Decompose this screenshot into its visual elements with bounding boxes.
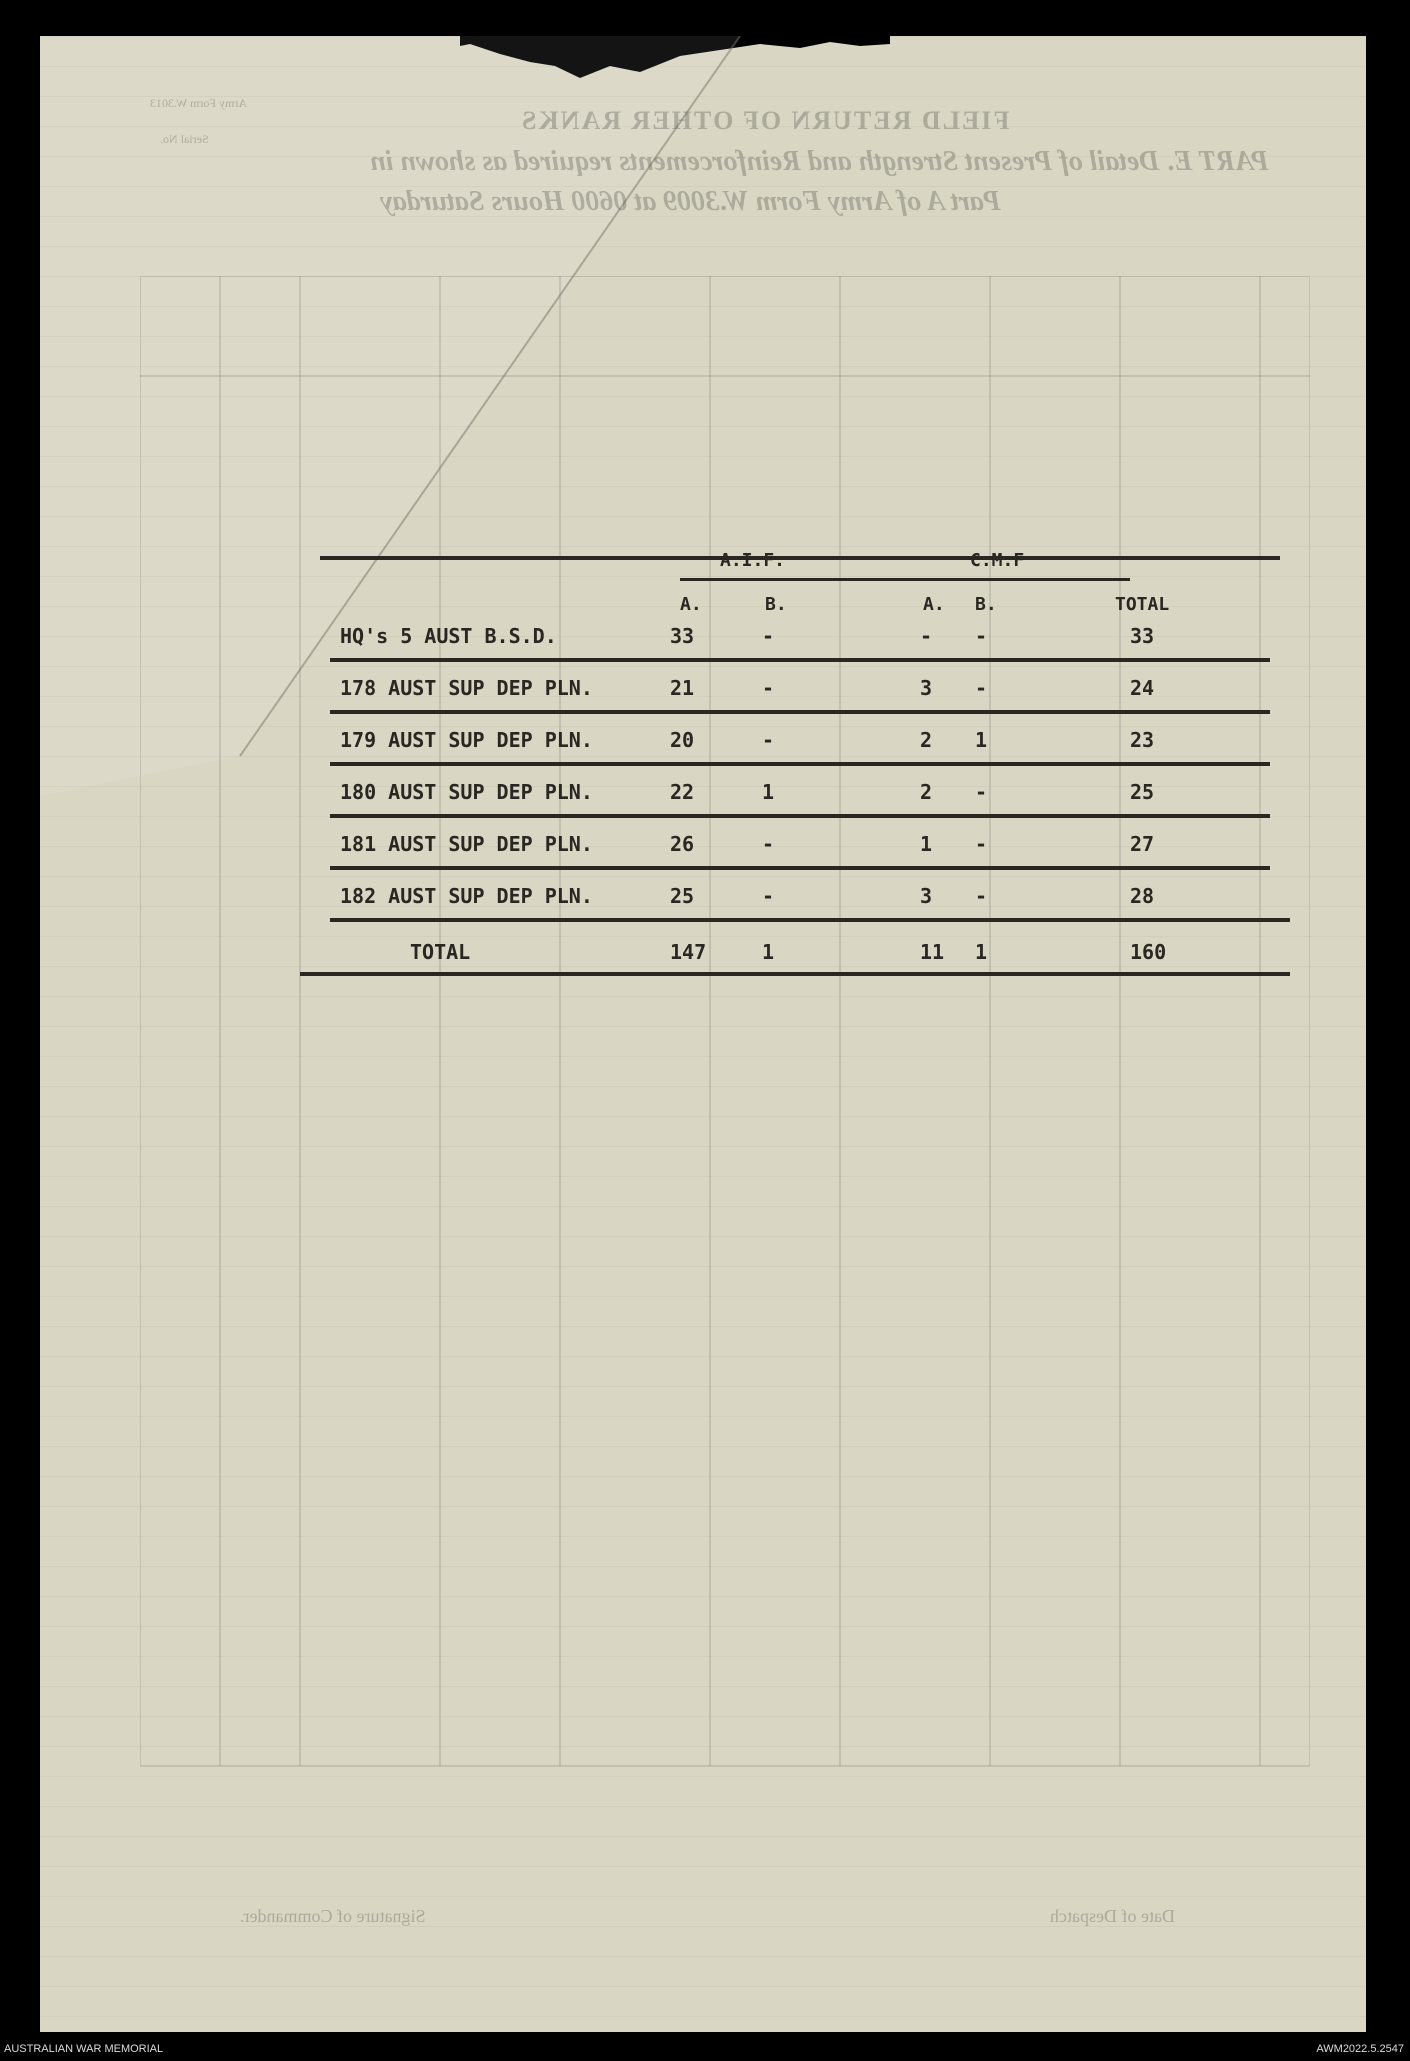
table-cell-total: 33 <box>1130 624 1155 648</box>
bleed-title: FIELD RETURN OF OTHER RANKS <box>520 106 1010 135</box>
table-rule <box>330 866 1270 870</box>
bleed-form-grid <box>140 276 1310 1786</box>
table-cell-total: 28 <box>1130 884 1155 908</box>
table-rule <box>930 578 1130 581</box>
table-cell-cmf-a: 1 <box>920 832 933 856</box>
total-cell-cmf-a: 11 <box>920 940 945 964</box>
col-header-cmf-a: A. <box>923 594 945 615</box>
table-cell-cmf-b: - <box>975 676 988 700</box>
table-cell-aif-b: - <box>762 676 775 700</box>
col-header-cmf-b: B. <box>975 594 997 615</box>
col-header-total: TOTAL <box>1115 594 1170 615</box>
table-rule <box>330 918 1290 922</box>
bleed-heading-2: Part A of Army Form W.3009 at 0600 Hours Saturday <box>380 186 1001 217</box>
total-cell-unit: TOTAL <box>410 940 471 964</box>
table-cell-cmf-b: - <box>975 780 988 804</box>
table-cell-aif-b: 1 <box>762 780 775 804</box>
table-cell-cmf-b: - <box>975 624 988 648</box>
table-cell-aif-a: 21 <box>670 676 695 700</box>
table-cell-total: 27 <box>1130 832 1155 856</box>
total-cell-aif-a: 147 <box>670 940 707 964</box>
footer-accession: AWM2022.5.2547 <box>1316 2043 1404 2055</box>
bleed-form-number: Army Form W.3013 <box>150 96 248 110</box>
table-cell-unit: 178 AUST SUP DEP PLN. <box>340 676 593 700</box>
total-cell-total: 160 <box>1130 940 1167 964</box>
total-cell-aif-b: 1 <box>762 940 775 964</box>
table-rule <box>330 762 1270 766</box>
table-cell-total: 25 <box>1130 780 1155 804</box>
table-cell-unit: 182 AUST SUP DEP PLN. <box>340 884 593 908</box>
table-cell-cmf-a: 3 <box>920 884 933 908</box>
table-rule <box>330 710 1270 714</box>
table-rule <box>320 556 1280 560</box>
table-rule <box>300 972 1290 976</box>
table-cell-aif-b: - <box>762 832 775 856</box>
table-cell-aif-a: 20 <box>670 728 695 752</box>
table-cell-cmf-b: - <box>975 832 988 856</box>
bleed-signature: Signature of Commander. <box>240 1906 426 1926</box>
footer-credit: AUSTRALIAN WAR MEMORIAL <box>4 2043 164 2055</box>
table-cell-cmf-b: - <box>975 884 988 908</box>
table-cell-aif-b: - <box>762 624 775 648</box>
document-sheet <box>40 36 1366 2032</box>
table-cell-cmf-a: - <box>920 624 933 648</box>
table-cell-aif-a: 22 <box>670 780 695 804</box>
table-cell-unit: 179 AUST SUP DEP PLN. <box>340 728 593 752</box>
total-cell-cmf-b: 1 <box>975 940 988 964</box>
group-header-aif: A.I.F. <box>720 550 786 571</box>
col-header-aif-a: A. <box>680 594 702 615</box>
table-cell-aif-b: - <box>762 728 775 752</box>
table-cell-unit: 181 AUST SUP DEP PLN. <box>340 832 593 856</box>
table-cell-aif-a: 25 <box>670 884 695 908</box>
bleed-heading-1: PART E. Detail of Present Strength and Reinforcements required as shown in <box>370 146 1269 177</box>
bleed-date: Date of Despatch <box>1050 1906 1175 1926</box>
table-cell-cmf-a: 2 <box>920 728 933 752</box>
table-cell-total: 24 <box>1130 676 1155 700</box>
table-rule <box>330 814 1270 818</box>
table-cell-aif-a: 33 <box>670 624 695 648</box>
table-cell-aif-a: 26 <box>670 832 695 856</box>
col-header-aif-b: B. <box>765 594 787 615</box>
group-header-cmf: C.M.F <box>970 550 1025 571</box>
table-cell-unit: HQ's 5 AUST B.S.D. <box>340 624 557 648</box>
bleed-serial: Serial No. <box>160 132 209 146</box>
table-cell-cmf-a: 3 <box>920 676 933 700</box>
table-cell-total: 23 <box>1130 728 1155 752</box>
table-cell-cmf-b: 1 <box>975 728 988 752</box>
table-cell-aif-b: - <box>762 884 775 908</box>
table-rule <box>330 658 1270 662</box>
table-cell-unit: 180 AUST SUP DEP PLN. <box>340 780 593 804</box>
table-cell-cmf-a: 2 <box>920 780 933 804</box>
